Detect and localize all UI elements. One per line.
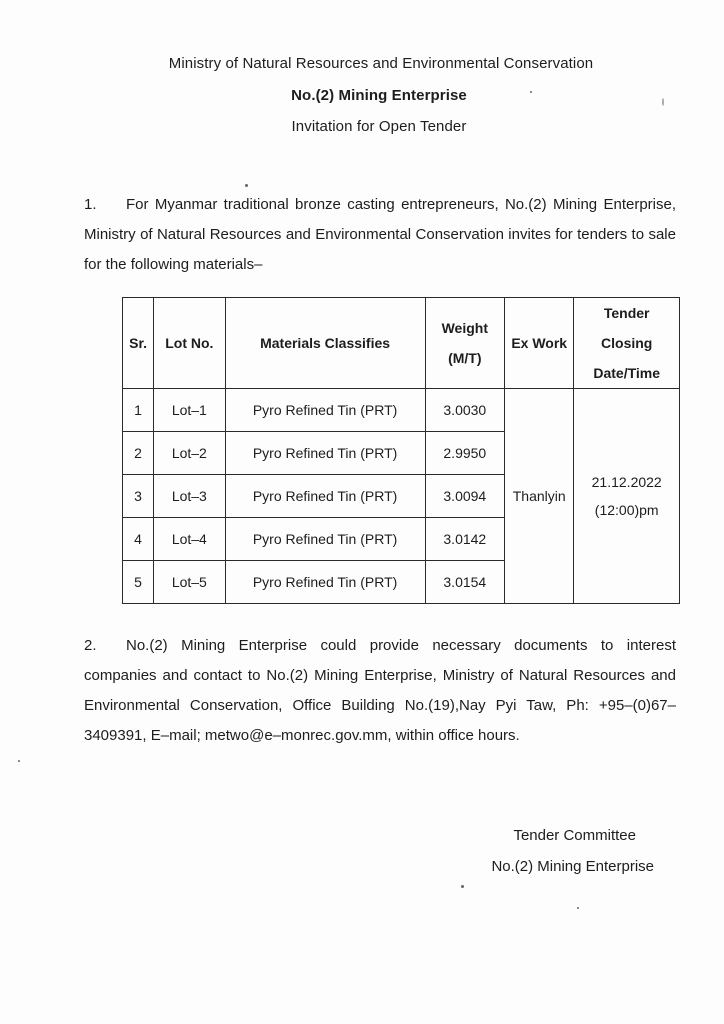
cell-sr: 1 [123,389,154,432]
closing-time: (12:00)pm [594,502,659,518]
cell-weight: 3.0094 [425,475,504,518]
cell-lot: Lot–1 [154,389,225,432]
cell-material: Pyro Refined Tin (PRT) [225,432,425,475]
enterprise-heading: No.(2) Mining Enterprise [291,87,467,104]
header-weight-line2: (M/T) [448,350,482,366]
scan-speck [18,760,20,762]
ministry-heading: Ministry of Natural Resources and Environmental Conservation [168,55,594,72]
header-closing-line3: Date/Time [593,365,661,381]
cell-lot: Lot–4 [154,518,225,561]
cell-weight: 2.9950 [425,432,504,475]
cell-sr: 5 [123,561,154,604]
cell-weight: 3.0030 [425,389,504,432]
closing-date: 21.12.2022 [591,474,662,490]
cell-closing-date-time [574,389,680,604]
document-title: Invitation for Open Tender [291,118,467,135]
cell-sr: 3 [123,475,154,518]
cell-lot: Lot–3 [154,475,225,518]
cell-lot: Lot–2 [154,432,225,475]
header-closing-line1: Tender [603,305,650,321]
cell-weight: 3.0142 [425,518,504,561]
paragraph-1-text: For Myanmar traditional bronze casting entrepreneurs, No.(2) Mining Enterprise, Ministry of Natural Resources and Environmental Conservation invites for tenders to sale for the following materials– [84,196,676,273]
header-lot-no: Lot No. [154,298,225,389]
header-closing-line2: Closing [601,335,653,351]
header-ex-work: Ex Work [505,298,574,389]
paragraph-2-text: No.(2) Mining Enterprise could provide necessary documents to interest companies and contact to No.(2) Mining Enterprise, Ministry of Natural Resources and Environmental Conservation, Office Building No.(19),Nay Pyi Taw, Ph: +95–(0)67–3409391, E–mail; metwo@e–monrec.gov.mm, within office hours. [84,637,676,744]
header-weight-line1: Weight [441,320,488,336]
cell-material: Pyro Refined Tin (PRT) [225,518,425,561]
paragraph-2 [84,631,676,751]
scan-speck [662,98,664,106]
paragraph-2-number: 2. [84,637,97,654]
table-header-row [123,298,680,389]
cell-material: Pyro Refined Tin (PRT) [225,475,425,518]
cell-sr: 2 [123,432,154,475]
signature-committee: Tender Committee [513,827,636,844]
cell-sr: 4 [123,518,154,561]
tender-table [122,297,680,604]
scan-speck [461,885,464,888]
paragraph-1 [84,190,676,280]
scan-speck [530,91,532,93]
cell-weight: 3.0154 [425,561,504,604]
header-materials: Materials Classifies [225,298,425,389]
cell-lot: Lot–5 [154,561,225,604]
cell-ex-work: Thanlyin [505,389,574,604]
cell-material: Pyro Refined Tin (PRT) [225,389,425,432]
scan-speck [245,184,248,187]
header-sr: Sr. [123,298,154,389]
header-weight [425,298,504,389]
table-row [123,389,680,432]
signature-enterprise: No.(2) Mining Enterprise [491,858,654,875]
header-closing-date [574,298,680,389]
cell-material: Pyro Refined Tin (PRT) [225,561,425,604]
paragraph-1-number: 1. [84,196,97,213]
scan-speck [577,907,579,909]
